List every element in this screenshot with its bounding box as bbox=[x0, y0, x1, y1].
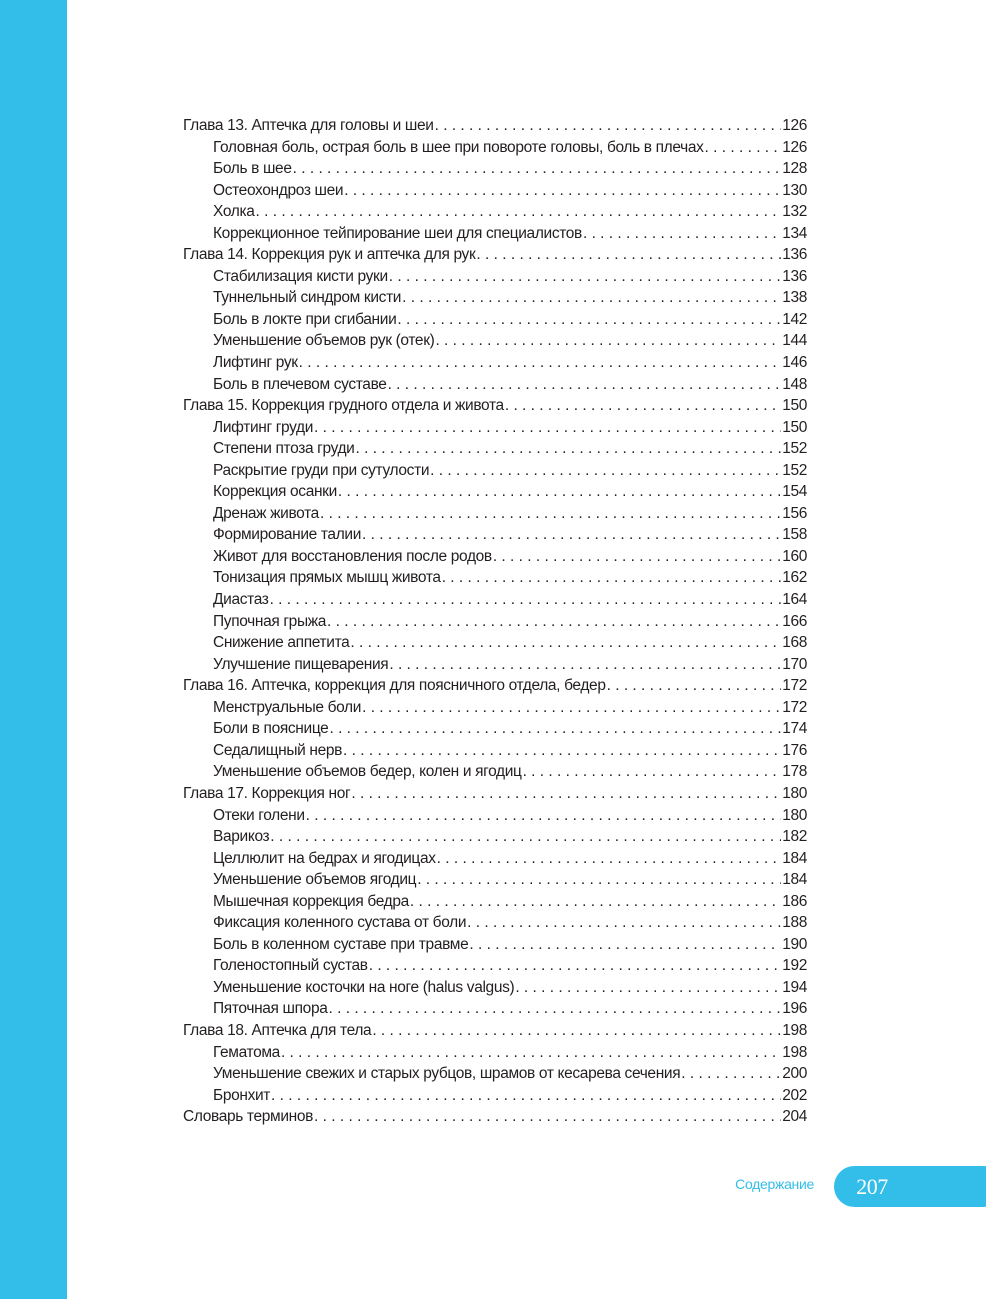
toc-section-entry bbox=[183, 180, 807, 202]
toc-entry-title: Боль в шее bbox=[213, 160, 292, 178]
toc-entry-title: Боли в пояснице bbox=[213, 720, 329, 738]
toc-entry-title: Туннельный синдром кисти bbox=[213, 289, 402, 307]
toc-entry-title: Лифтинг рук bbox=[213, 354, 298, 372]
toc-section-entry bbox=[183, 137, 807, 159]
toc-section-entry bbox=[183, 417, 807, 439]
toc-entry-title: Уменьшение объемов бедер, колен и ягодиц bbox=[213, 763, 522, 781]
toc-section-entry bbox=[183, 826, 807, 848]
toc-dot-leader bbox=[435, 330, 781, 352]
toc-dot-leader bbox=[328, 998, 781, 1020]
toc-entry-title: Глава 17. Коррекция ног bbox=[183, 784, 351, 802]
toc-entry-title: Уменьшение объемов ягодиц bbox=[213, 871, 417, 889]
toc-dot-leader bbox=[320, 503, 781, 525]
toc-entry-page: 196 bbox=[782, 1000, 807, 1018]
toc-entry-page: 168 bbox=[782, 634, 807, 652]
toc-dot-leader bbox=[410, 891, 781, 913]
toc-entry-page: 180 bbox=[782, 784, 807, 802]
toc-dot-leader bbox=[515, 977, 781, 999]
toc-dot-leader bbox=[607, 675, 782, 697]
toc-entry-title: Степени птоза груди bbox=[213, 440, 355, 458]
toc-section-entry bbox=[183, 201, 807, 223]
toc-entry-title: Лифтинг груди bbox=[213, 418, 314, 436]
toc-entry-title: Уменьшение объемов рук (отек) bbox=[213, 332, 435, 350]
toc-entry-title: Гематома bbox=[213, 1043, 280, 1061]
toc-dot-leader bbox=[372, 1020, 781, 1042]
toc-entry-title: Словарь терминов bbox=[183, 1108, 314, 1126]
toc-dot-leader bbox=[293, 158, 782, 180]
toc-dot-leader bbox=[389, 654, 781, 676]
toc-section-entry bbox=[183, 524, 807, 546]
toc-chapter-entry bbox=[183, 244, 807, 266]
toc-entry-title: Тонизация прямых мышц живота bbox=[213, 569, 441, 587]
toc-entry-title: Боль в коленном суставе при травме bbox=[213, 935, 469, 953]
toc-dot-leader bbox=[343, 740, 781, 762]
toc-entry-title: Снижение аппетита bbox=[213, 634, 350, 652]
toc-entry-title: Коррекционное тейпирование шеи для специалистов bbox=[213, 224, 582, 242]
toc-dot-leader bbox=[350, 632, 781, 654]
toc-entry-title: Живот для восстановления после родов bbox=[213, 547, 492, 565]
toc-section-entry bbox=[183, 330, 807, 352]
toc-dot-leader bbox=[306, 805, 782, 827]
toc-entry-title: Уменьшение косточки на ноге (halus valgus) bbox=[213, 978, 515, 996]
toc-chapter-entry bbox=[183, 1106, 807, 1128]
toc-entry-title: Боль в локте при сгибании bbox=[213, 310, 397, 328]
toc-dot-leader bbox=[388, 374, 782, 396]
toc-entry-page: 138 bbox=[782, 289, 807, 307]
toc-entry-page: 184 bbox=[782, 871, 807, 889]
toc-section-entry bbox=[183, 223, 807, 245]
toc-entry-page: 134 bbox=[782, 224, 807, 242]
toc-entry-page: 174 bbox=[782, 720, 807, 738]
toc-chapter-entry bbox=[183, 1020, 807, 1042]
toc-dot-leader bbox=[327, 611, 781, 633]
toc-entry-page: 152 bbox=[782, 461, 807, 479]
toc-entry-page: 156 bbox=[782, 504, 807, 522]
table-of-contents bbox=[183, 115, 807, 1128]
toc-entry-title: Глава 15. Коррекция грудного отдела и живота bbox=[183, 397, 504, 415]
toc-section-entry bbox=[183, 934, 807, 956]
toc-entry-page: 204 bbox=[782, 1108, 807, 1126]
toc-entry-page: 198 bbox=[782, 1021, 807, 1039]
toc-dot-leader bbox=[681, 1063, 781, 1085]
toc-entry-page: 132 bbox=[782, 203, 807, 221]
section-label: Содержание bbox=[735, 1176, 814, 1192]
toc-section-entry bbox=[183, 309, 807, 331]
toc-section-entry bbox=[183, 761, 807, 783]
toc-entry-page: 182 bbox=[782, 828, 807, 846]
toc-entry-page: 150 bbox=[782, 418, 807, 436]
toc-dot-leader bbox=[417, 869, 781, 891]
toc-section-entry bbox=[183, 266, 807, 288]
toc-entry-title: Пупочная грыжа bbox=[213, 612, 327, 630]
toc-section-entry bbox=[183, 718, 807, 740]
toc-dot-leader bbox=[271, 1085, 781, 1107]
toc-entry-title: Глава 16. Аптечка, коррекция для поясничного отдела, бедер bbox=[183, 677, 606, 695]
toc-dot-leader bbox=[281, 1042, 781, 1064]
toc-entry-page: 170 bbox=[782, 655, 807, 673]
toc-entry-title: Менструальные боли bbox=[213, 698, 362, 716]
toc-chapter-entry bbox=[183, 783, 807, 805]
toc-section-entry bbox=[183, 481, 807, 503]
toc-entry-page: 190 bbox=[782, 935, 807, 953]
toc-entry-page: 160 bbox=[782, 547, 807, 565]
toc-section-entry bbox=[183, 848, 807, 870]
toc-entry-page: 162 bbox=[782, 569, 807, 587]
toc-entry-title: Мышечная коррекция бедра bbox=[213, 892, 409, 910]
toc-chapter-entry bbox=[183, 395, 807, 417]
toc-dot-leader bbox=[270, 826, 781, 848]
toc-section-entry bbox=[183, 977, 807, 999]
toc-dot-leader bbox=[351, 783, 781, 805]
toc-dot-leader bbox=[430, 460, 781, 482]
toc-entry-title: Боль в плечевом суставе bbox=[213, 375, 387, 393]
toc-section-entry bbox=[183, 869, 807, 891]
toc-entry-page: 186 bbox=[782, 892, 807, 910]
toc-entry-title: Остеохондроз шеи bbox=[213, 181, 344, 199]
toc-section-entry bbox=[183, 567, 807, 589]
toc-entry-title: Диастаз bbox=[213, 591, 269, 609]
toc-dot-leader bbox=[255, 201, 781, 223]
toc-entry-title: Седалищный нерв bbox=[213, 741, 343, 759]
toc-entry-page: 188 bbox=[782, 914, 807, 932]
toc-section-entry bbox=[183, 740, 807, 762]
toc-dot-leader bbox=[505, 395, 781, 417]
page-number: 207 bbox=[856, 1174, 888, 1199]
toc-dot-leader bbox=[402, 287, 781, 309]
toc-entry-title: Глава 14. Коррекция рук и аптечка для рук bbox=[183, 246, 476, 264]
toc-section-entry bbox=[183, 503, 807, 525]
toc-entry-page: 200 bbox=[782, 1065, 807, 1083]
toc-dot-leader bbox=[299, 352, 782, 374]
toc-entry-page: 166 bbox=[782, 612, 807, 630]
toc-entry-page: 194 bbox=[782, 978, 807, 996]
toc-section-entry bbox=[183, 438, 807, 460]
toc-section-entry bbox=[183, 546, 807, 568]
toc-section-entry bbox=[183, 352, 807, 374]
toc-entry-page: 144 bbox=[782, 332, 807, 350]
toc-entry-page: 142 bbox=[782, 310, 807, 328]
toc-entry-title: Дренаж живота bbox=[213, 504, 319, 522]
toc-entry-page: 202 bbox=[782, 1086, 807, 1104]
toc-dot-leader bbox=[705, 137, 782, 159]
toc-dot-leader bbox=[344, 180, 781, 202]
toc-dot-leader bbox=[362, 524, 781, 546]
toc-entry-title: Фиксация коленного сустава от боли bbox=[213, 914, 467, 932]
toc-entry-title: Отеки голени bbox=[213, 806, 305, 824]
toc-dot-leader bbox=[437, 848, 782, 870]
toc-section-entry bbox=[183, 955, 807, 977]
toc-dot-leader bbox=[397, 309, 781, 331]
toc-entry-page: 180 bbox=[782, 806, 807, 824]
toc-chapter-entry bbox=[183, 675, 807, 697]
toc-entry-title: Холка bbox=[213, 203, 255, 221]
toc-entry-title: Голеностопный сустав bbox=[213, 957, 368, 975]
toc-dot-leader bbox=[435, 115, 782, 137]
toc-entry-title: Стабилизация кисти руки bbox=[213, 267, 388, 285]
toc-entry-page: 184 bbox=[782, 849, 807, 867]
toc-entry-page: 126 bbox=[782, 117, 807, 134]
toc-entry-page: 148 bbox=[782, 375, 807, 393]
toc-entry-page: 136 bbox=[782, 246, 807, 264]
toc-entry-page: 176 bbox=[782, 741, 807, 759]
toc-section-entry bbox=[183, 912, 807, 934]
toc-section-entry bbox=[183, 589, 807, 611]
toc-section-entry bbox=[183, 1085, 807, 1107]
toc-dot-leader bbox=[369, 955, 781, 977]
toc-entry-page: 126 bbox=[782, 138, 807, 156]
toc-entry-page: 136 bbox=[782, 267, 807, 285]
toc-dot-leader bbox=[389, 266, 781, 288]
toc-entry-title: Глава 18. Аптечка для тела bbox=[183, 1021, 372, 1039]
toc-dot-leader bbox=[467, 912, 781, 934]
toc-section-entry bbox=[183, 1042, 807, 1064]
left-margin-band bbox=[0, 0, 67, 1299]
toc-entry-title: Глава 13. Аптечка для головы и шеи bbox=[183, 117, 434, 134]
toc-entry-title: Коррекция осанки bbox=[213, 483, 337, 501]
toc-section-entry bbox=[183, 460, 807, 482]
toc-section-entry bbox=[183, 891, 807, 913]
toc-entry-page: 146 bbox=[782, 354, 807, 372]
toc-entry-title: Варикоз bbox=[213, 828, 270, 846]
toc-section-entry bbox=[183, 654, 807, 676]
toc-dot-leader bbox=[583, 223, 781, 245]
toc-entry-title: Пяточная шпора bbox=[213, 1000, 328, 1018]
toc-entry-page: 178 bbox=[782, 763, 807, 781]
toc-section-entry bbox=[183, 611, 807, 633]
toc-entry-page: 158 bbox=[782, 526, 807, 544]
toc-dot-leader bbox=[362, 697, 781, 719]
toc-dot-leader bbox=[314, 417, 781, 439]
toc-entry-page: 150 bbox=[782, 397, 807, 415]
toc-section-entry bbox=[183, 287, 807, 309]
toc-entry-page: 164 bbox=[782, 591, 807, 609]
toc-dot-leader bbox=[442, 567, 782, 589]
toc-dot-leader bbox=[270, 589, 782, 611]
toc-entry-title: Бронхит bbox=[213, 1086, 271, 1104]
toc-section-entry bbox=[183, 998, 807, 1020]
toc-dot-leader bbox=[314, 1106, 781, 1128]
toc-dot-leader bbox=[523, 761, 782, 783]
toc-entry-page: 130 bbox=[782, 181, 807, 199]
toc-chapter-entry bbox=[183, 115, 807, 137]
toc-entry-page: 172 bbox=[782, 698, 807, 716]
toc-entry-page: 192 bbox=[782, 957, 807, 975]
toc-entry-page: 128 bbox=[782, 160, 807, 178]
toc-entry-title: Раскрытие груди при сутулости bbox=[213, 461, 430, 479]
page-number-tab bbox=[834, 1166, 986, 1207]
toc-entry-title: Головная боль, острая боль в шее при повороте головы, боль в плечах bbox=[213, 138, 704, 156]
toc-entry-page: 198 bbox=[782, 1043, 807, 1061]
toc-dot-leader bbox=[476, 244, 781, 266]
toc-dot-leader bbox=[469, 934, 781, 956]
toc-dot-leader bbox=[493, 546, 781, 568]
toc-entry-title: Целлюлит на бедрах и ягодицах bbox=[213, 849, 436, 867]
toc-entry-title: Улучшение пищеварения bbox=[213, 655, 389, 673]
toc-section-entry bbox=[183, 158, 807, 180]
toc-dot-leader bbox=[338, 481, 781, 503]
toc-section-entry bbox=[183, 805, 807, 827]
toc-section-entry bbox=[183, 1063, 807, 1085]
toc-entry-title: Уменьшение свежих и старых рубцов, шрамов от кесарева сечения bbox=[213, 1065, 681, 1083]
toc-section-entry bbox=[183, 697, 807, 719]
toc-dot-leader bbox=[355, 438, 781, 460]
toc-entry-page: 172 bbox=[782, 677, 807, 695]
toc-section-entry bbox=[183, 374, 807, 396]
toc-entry-page: 152 bbox=[782, 440, 807, 458]
toc-entry-title: Формирование талии bbox=[213, 526, 362, 544]
toc-section-entry bbox=[183, 632, 807, 654]
toc-entry-page: 154 bbox=[782, 483, 807, 501]
toc-dot-leader bbox=[329, 718, 781, 740]
